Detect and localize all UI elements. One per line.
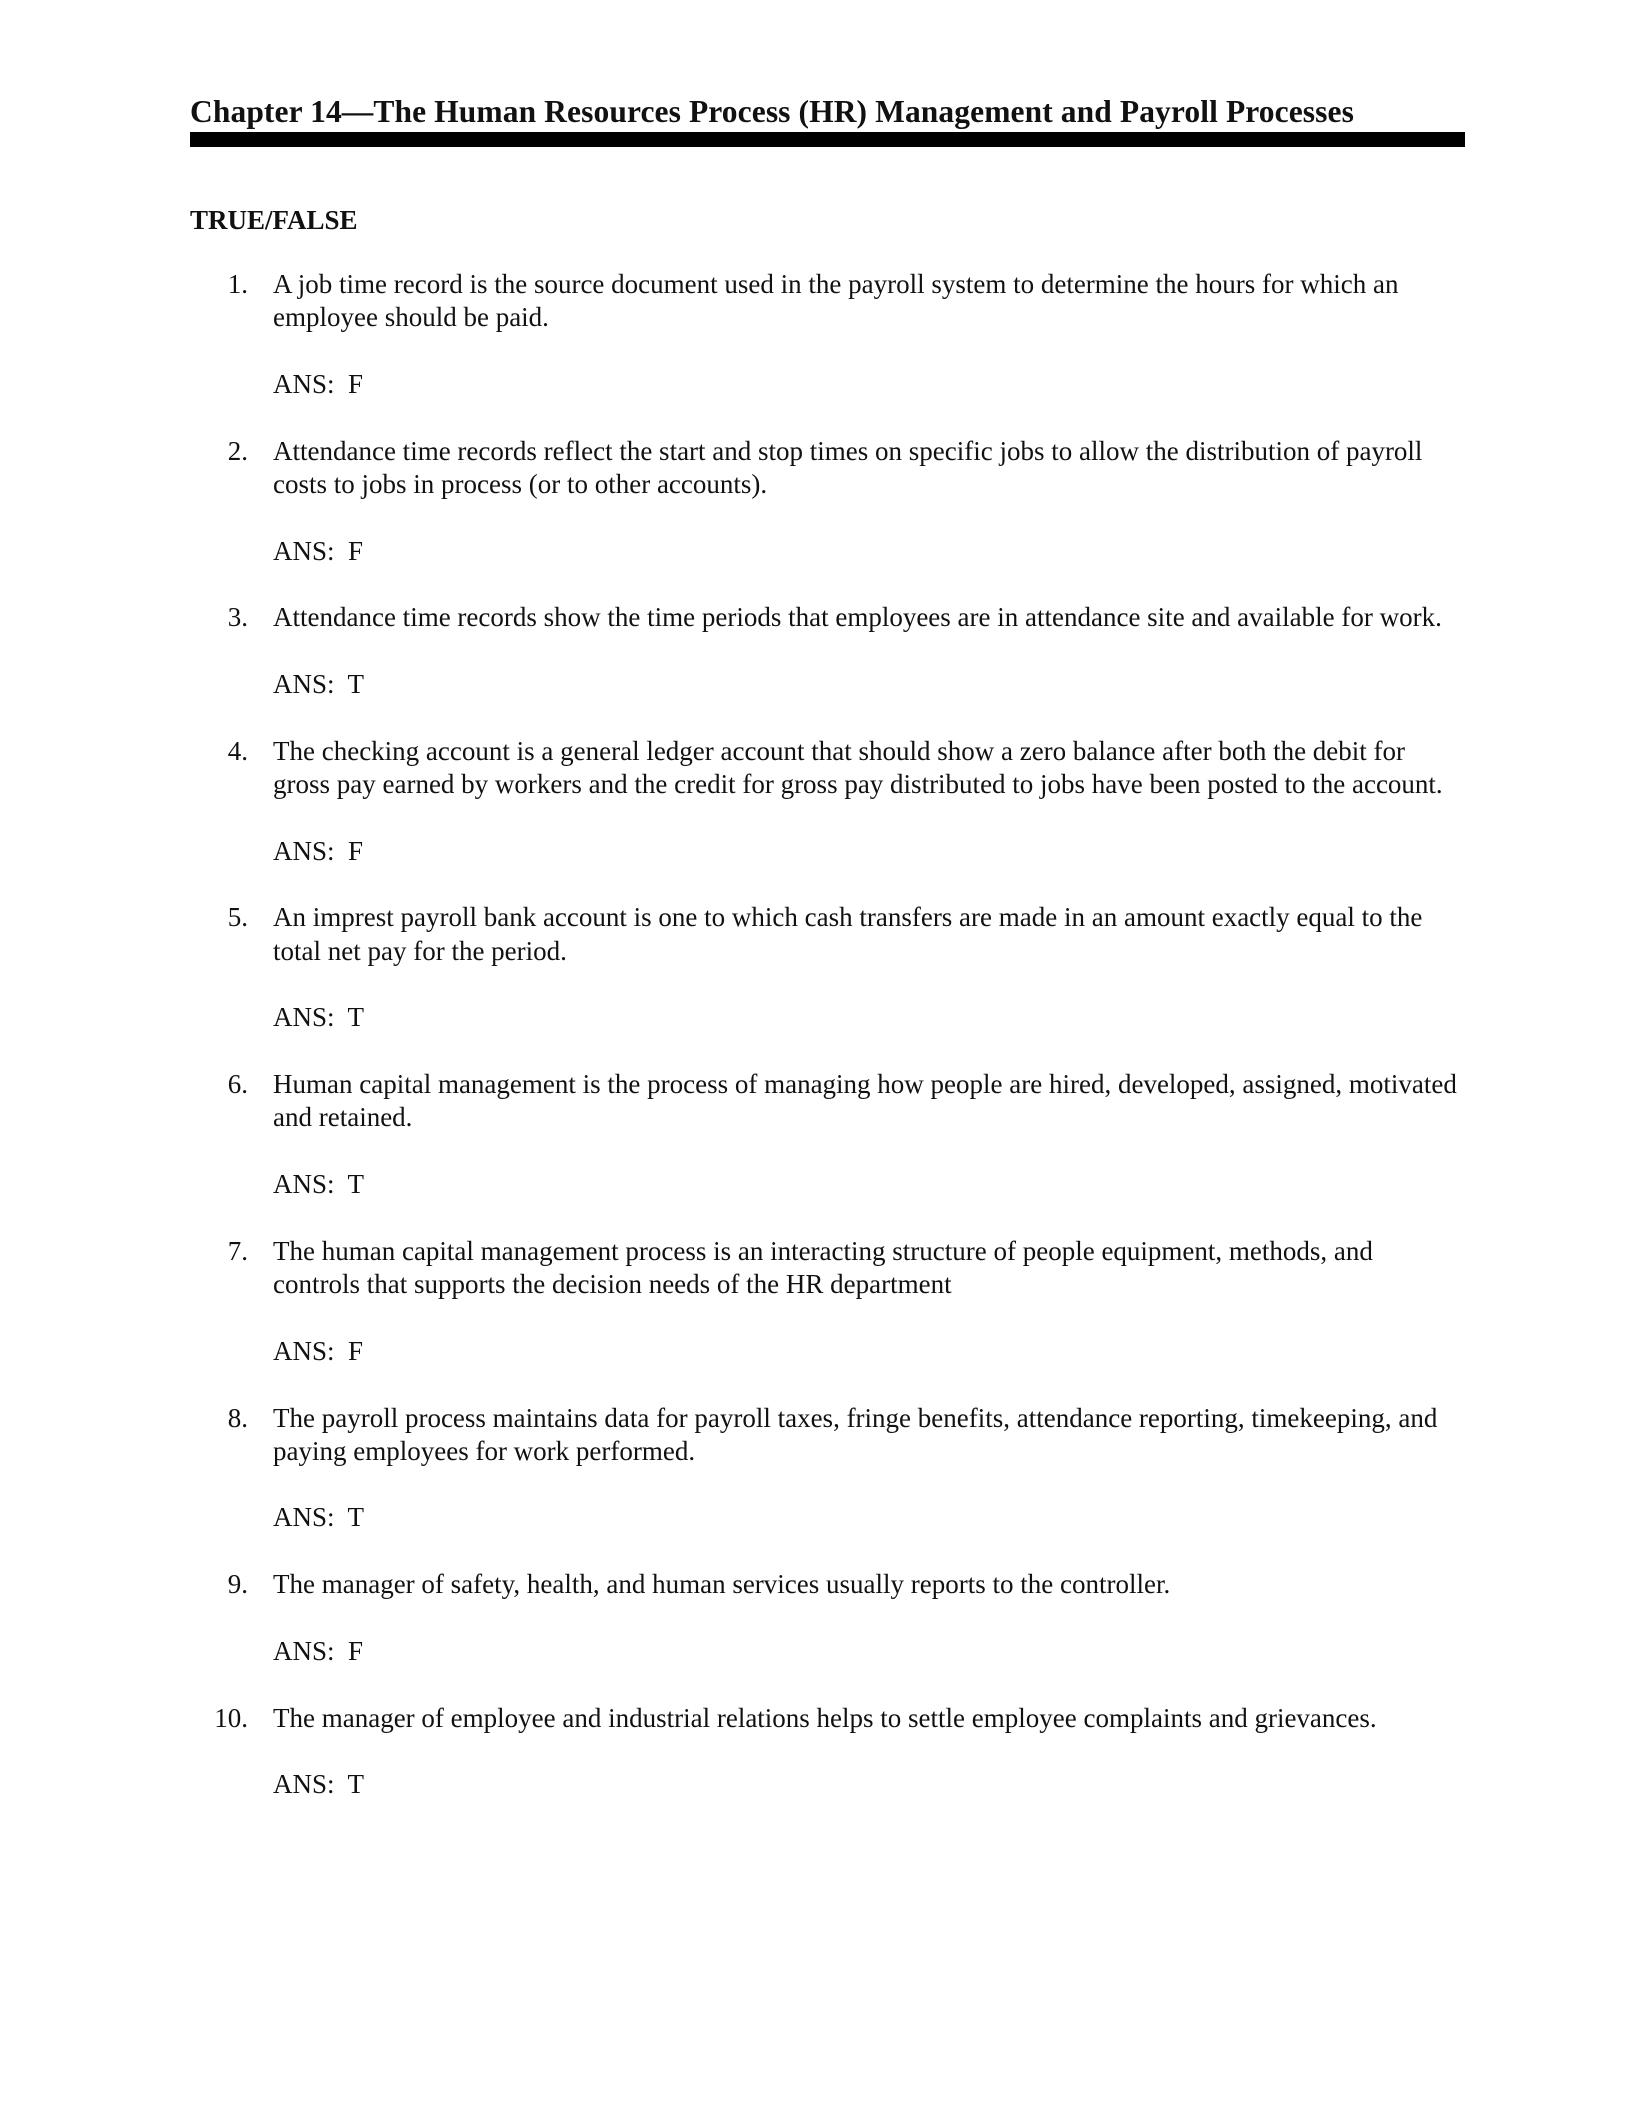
question-number: 9. <box>227 1569 248 1600</box>
question-item <box>190 1235 1465 1368</box>
question-text: The payroll process maintains data for payroll taxes, fringe benefits, attendance reporting, timekeeping, and paying employees for work performed. <box>273 1402 1438 1466</box>
question-item <box>190 435 1465 568</box>
section-heading: TRUE/FALSE <box>190 205 358 235</box>
answer-line <box>273 1635 1465 1668</box>
question-item <box>190 1568 1465 1668</box>
question-number: 6. <box>227 1069 248 1100</box>
question-number: 4. <box>227 735 248 766</box>
title-rule <box>190 132 1465 147</box>
question-number: 3. <box>227 602 248 633</box>
question-text: The human capital management process is an interacting structure of people equipment, methods, and controls that supports the decision needs of the HR department <box>273 1235 1373 1300</box>
answer-value: F <box>348 368 364 399</box>
answer-prefix: ANS: <box>273 1002 335 1033</box>
question-text: The manager of employee and industrial relations helps to settle employee complaints and grievances. <box>273 1702 1377 1733</box>
answer-line <box>273 1335 1465 1368</box>
answer-value: T <box>347 1169 365 1200</box>
question-item <box>190 1068 1465 1201</box>
question-number: 8. <box>227 1402 248 1433</box>
answer-value: F <box>348 1335 364 1366</box>
answer-value: T <box>347 668 365 699</box>
answer-prefix: ANS: <box>273 1769 335 1800</box>
answer-prefix: ANS: <box>273 1335 335 1366</box>
question-number: 5. <box>227 902 248 933</box>
question-item <box>190 601 1465 701</box>
answer-value: F <box>348 535 364 566</box>
answer-prefix: ANS: <box>273 1169 335 1200</box>
answer-line <box>273 1001 1465 1034</box>
question-item <box>190 1402 1465 1535</box>
answer-value: T <box>347 1769 365 1800</box>
question-list <box>190 268 1465 1835</box>
question-item <box>190 1702 1465 1802</box>
answer-value: T <box>347 1002 365 1033</box>
question-item <box>190 901 1465 1034</box>
question-number: 7. <box>227 1235 248 1266</box>
question-text: An imprest payroll bank account is one to which cash transfers are made in an amount exactly equal to the total net pay for the period. <box>273 902 1423 966</box>
answer-prefix: ANS: <box>273 368 335 399</box>
question-text: A job time record is the source document used in the payroll system to determine the hours for which an employee should be paid. <box>273 269 1399 333</box>
answer-prefix: ANS: <box>273 668 335 699</box>
question-item <box>190 268 1465 401</box>
question-text: Attendance time records reflect the start and stop times on specific jobs to allow the distribution of payroll costs to jobs in process (or to other accounts). <box>273 435 1423 499</box>
question-text: Attendance time records show the time periods that employees are in attendance site and available for work. <box>273 602 1442 633</box>
answer-value: F <box>348 835 364 866</box>
answer-line <box>273 368 1465 401</box>
answer-line <box>273 668 1465 701</box>
answer-line <box>273 1501 1465 1534</box>
question-number: 2. <box>227 435 248 466</box>
answer-line <box>273 535 1465 568</box>
question-item <box>190 735 1465 868</box>
question-text: Human capital management is the process of managing how people are hired, developed, assigned, motivated and retained. <box>273 1069 1457 1133</box>
question-text: The manager of safety, health, and human services usually reports to the controller. <box>273 1569 1171 1600</box>
answer-line <box>273 835 1465 868</box>
question-text: The checking account is a general ledger account that should show a zero balance after both the debit for gross pay earned by workers and the credit for gross pay distributed to jobs have been posted to the account. <box>273 735 1443 800</box>
answer-value: T <box>347 1502 365 1533</box>
answer-prefix: ANS: <box>273 835 335 866</box>
question-number: 10. <box>214 1702 248 1733</box>
chapter-title: Chapter 14—The Human Resources Process (HR) Management and Payroll Processes <box>190 94 1354 129</box>
answer-value: F <box>348 1635 364 1666</box>
answer-line <box>273 1168 1465 1201</box>
answer-line <box>273 1768 1465 1801</box>
answer-prefix: ANS: <box>273 1635 335 1666</box>
question-number: 1. <box>227 269 248 299</box>
answer-prefix: ANS: <box>273 1502 335 1533</box>
answer-prefix: ANS: <box>273 535 335 566</box>
